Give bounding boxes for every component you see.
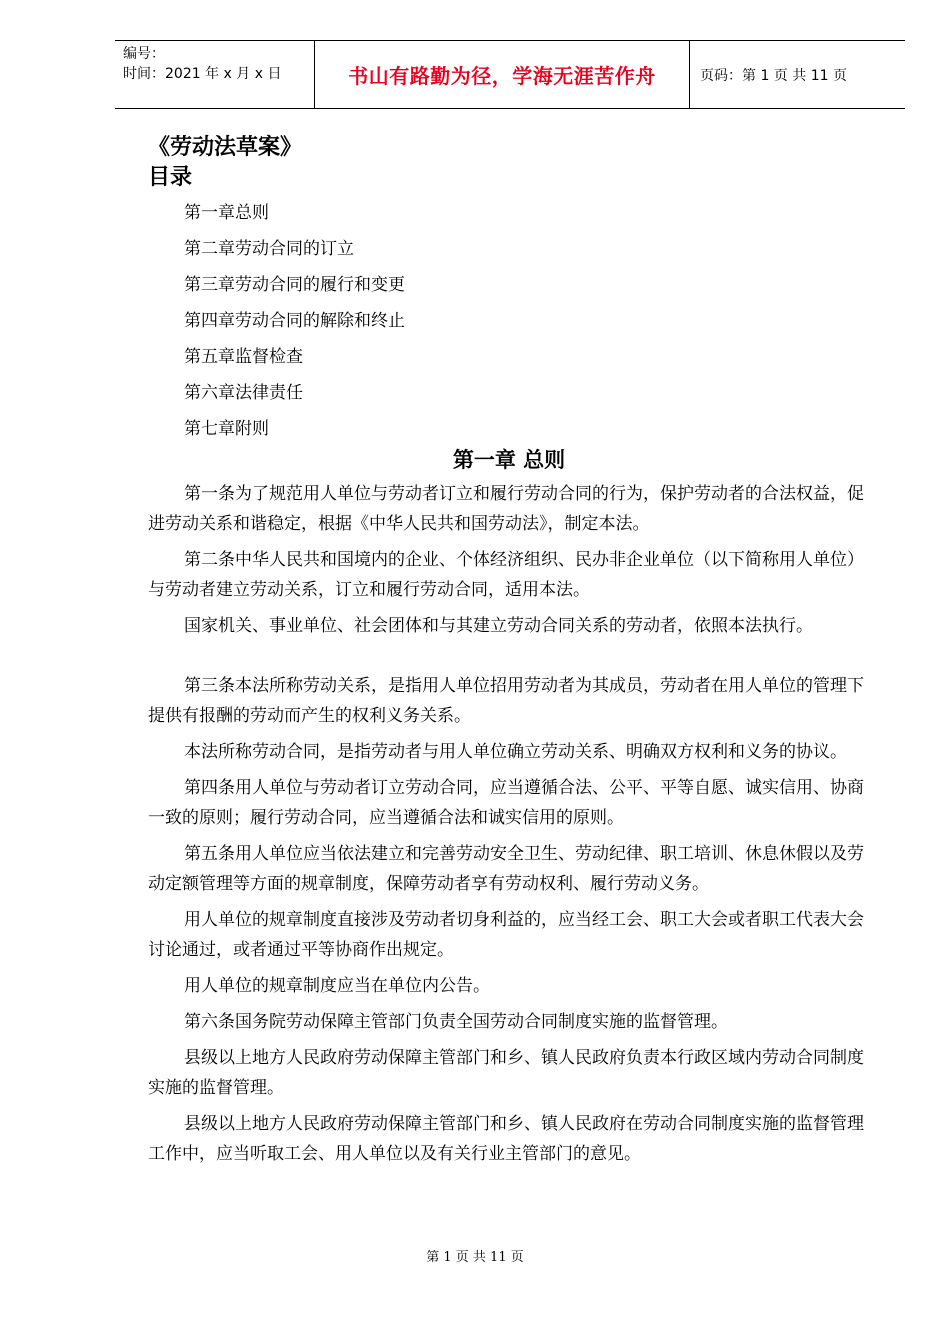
paragraph: 本法所称劳动合同，是指劳动者与用人单位确立劳动关系、明确双方权利和义务的协议。 [184, 742, 847, 762]
toc-item: 第一章总则 [184, 203, 269, 223]
table-of-contents [184, 200, 405, 452]
document-header [115, 40, 905, 109]
header-page-info: 页码：第 1 页 共 11 页 [700, 67, 847, 84]
toc-item: 第四章劳动合同的解除和终止 [184, 311, 405, 331]
paragraph: 国家机关、事业单位、社会团体和与其建立劳动合同关系的劳动者，依照本法执行。 [184, 616, 813, 636]
paragraph: 县级以上地方人民政府劳动保障主管部门和乡、镇人民政府负责本行政区域内劳动合同制度实施的监督管理。 [148, 1048, 864, 1098]
header-motto: 书山有路勤为径，学海无涯苦作舟 [315, 41, 690, 108]
paragraph: 用人单位的规章制度直接涉及劳动者切身利益的，应当经工会、职工大会或者职工代表大会讨论通过，或者通过平等协商作出规定。 [148, 910, 864, 960]
toc-item: 第六章法律责任 [184, 383, 303, 403]
paragraph: 用人单位的规章制度应当在单位内公告。 [184, 976, 490, 996]
chapter-heading: 第一章 总则 [452, 448, 566, 472]
paragraph: 第六条国务院劳动保障主管部门负责全国劳动合同制度实施的监督管理。 [184, 1012, 728, 1032]
toc-item: 第二章劳动合同的订立 [184, 239, 354, 259]
page-footer: 第 1 页 共 11 页 [426, 1250, 524, 1265]
document-title: 《劳动法草案》 [148, 135, 303, 160]
paragraph: 第一条为了规范用人单位与劳动者订立和履行劳动合同的行为，保护劳动者的合法权益，促进劳动关系和谐稳定，根据《中华人民共和国劳动法》，制定本法。 [148, 484, 864, 534]
paragraph: 第四条用人单位与劳动者订立劳动合同，应当遵循合法、公平、平等自愿、诚实信用、协商一致的原则；履行劳动合同，应当遵循合法和诚实信用的原则。 [148, 778, 864, 828]
toc-item: 第五章监督检查 [184, 347, 303, 367]
paragraph: 县级以上地方人民政府劳动保障主管部门和乡、镇人民政府在劳动合同制度实施的监督管理工作中，应当听取工会、用人单位以及有关行业主管部门的意见。 [148, 1114, 864, 1164]
toc-item: 第七章附则 [184, 419, 269, 439]
header-meta [115, 41, 315, 108]
toc-item: 第三章劳动合同的履行和变更 [184, 275, 405, 295]
number-label: 编号： [123, 46, 165, 62]
paragraph: 第三条本法所称劳动关系，是指用人单位招用劳动者为其成员，劳动者在用人单位的管理下提供有报酬的劳动而产生的权利义务关系。 [148, 676, 864, 726]
paragraph: 第五条用人单位应当依法建立和完善劳动安全卫生、劳动纪律、职工培训、休息休假以及劳动定额管理等方面的规章制度，保障劳动者享有劳动权利、履行劳动义务。 [148, 844, 864, 894]
paragraph: 第二条中华人民共和国境内的企业、个体经济组织、民办非企业单位（以下简称用人单位）与劳动者建立劳动关系，订立和履行劳动合同，适用本法。 [148, 550, 864, 600]
body-text [148, 479, 876, 1175]
time-label: 时间：2021 年 x 月 x 日 [123, 66, 282, 82]
toc-title: 目录 [148, 165, 193, 190]
